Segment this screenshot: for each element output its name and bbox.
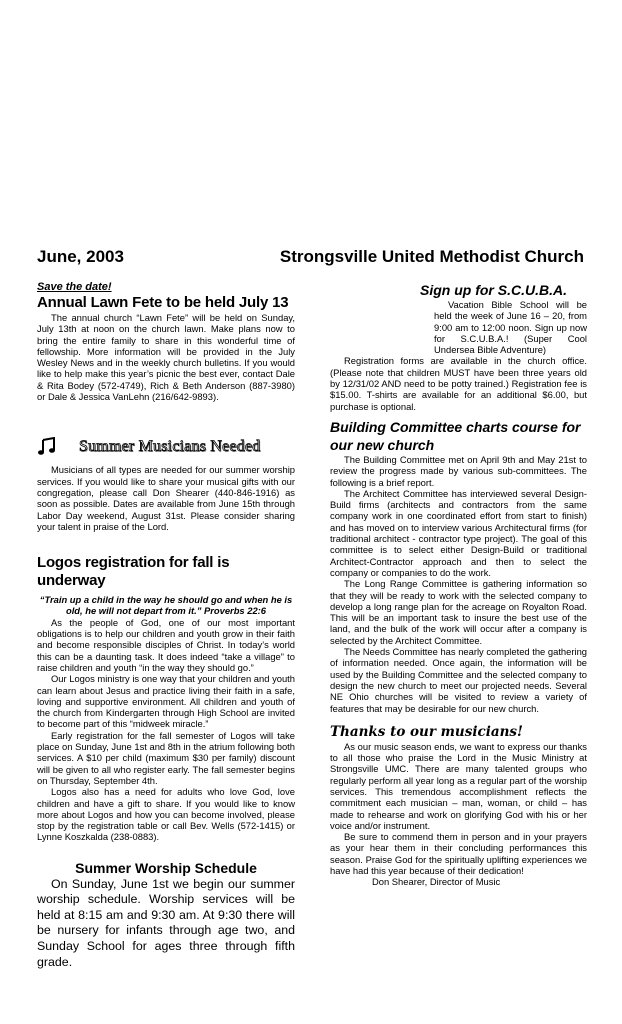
building-paragraph: The Needs Committee has nearly completed the gathering of information needed. Once again, the information will be used by the Building Committee and the selected company to design the new church to meet our projected needs. Several NE Ohio churches will be visited to review a variety of features that may be desirable for our new church. <box>330 646 587 714</box>
thanks-paragraph: As our music season ends, we want to express our thanks to all those who praise the Lord in the Music Ministry at Strongsville UMC. There are many talented groups who regularly perform all year long as a regular part of the worship services. This tremendous accomplishment reflects the commitment each musician – man, woman, or child – has made to rehearse and work on glorifying God with his or her voice and/or instrument. <box>330 740 587 831</box>
worship-title: Summer Worship Schedule <box>75 859 257 876</box>
building-title: Building Committee charts course for our new church <box>330 418 581 453</box>
building-paragraph: The Architect Committee has interviewed several Design-Build firms (architects and contractors from the same company work in one coordinated effort from start to finish) and has moved on to interview various Architectural firms (for traditional architect - contractor type project). The goal of this committee is to select either Design-Build or traditional Architect-Contractor approach and then to select the company or companies to do the work. <box>330 487 587 578</box>
thanks-title: Thanks to our musicians! <box>330 723 523 740</box>
musicians-heading <box>37 436 295 458</box>
musicians-paragraph: Musicians of all types are needed for our summer worship services. If you would like to share your musical gifts with our congregation, please call Don Shearer (440-846-1916) as soon as possible. Dates are available from June 15th through Labor Day weekend, August 31st. Please consider sharing your talent in praise of the Lord. <box>37 464 295 532</box>
logos-paragraph: As the people of God, one of our most important obligations is to help our children and youth grow in their faith and become responsible disciples of Christ. In today’s world this can be a daunting task. It does indeed “take a village” to raise children and youth “in the way they should go.” <box>37 616 295 673</box>
lawn-title: Annual Lawn Fete to be held July 13 <box>37 294 289 311</box>
musicians-title: Summer Musicians Needed <box>79 438 261 456</box>
logos-paragraph: Our Logos ministry is one way that your children and youth can learn about Jesus and practice living their faith in a safe, loving and supportive environment. All children and youth of the church from Kindergarten through High School are invited to become part of this “midweek miracle.” <box>37 673 295 730</box>
scuba-paragraph: Vacation Bible School will be held the week of June 16 – 20, from 9:00 am to 12:00 noon. Sign up now for S.C.U.B.A.! (Super Cool Undersea Bible Adventure) <box>434 299 587 356</box>
church-name: Strongsville United Methodist Church <box>279 247 584 266</box>
logos-quote: “Train up a child in the way he should go and when he is old, he will not depart from it.” Proverbs 22:6 <box>39 594 293 617</box>
thanks-signature: Don Shearer, Director of Music <box>372 876 501 888</box>
issue-date: June, 2003 <box>37 247 124 266</box>
scuba-paragraph: Registration forms are available in the church office. (Please note that children MUST have been three years old by 12/31/02 AND need to be potty trained.) Registration fee is $15.00. T-shirts are available for an additional $6.00, but purchase is optional. <box>330 355 587 412</box>
scuba-title: Sign up for S.C.U.B.A. <box>420 282 567 298</box>
thanks-paragraph: Be sure to commend them in person and in your prayers as your hear them in their concluding performances this season. Praise God for the spiritually uplifting experiences we have had this year because of their dedication! <box>330 831 587 877</box>
spacer <box>37 402 295 436</box>
logos-paragraph: Early registration for the fall semester of Logos will take place on Sunday, June 1st and 8th in the atrium following both services. A $10 per child (maximum $30 per family) discount will be given to all who register early. The fall semester begins on Thursday, September 4th. <box>37 729 295 786</box>
left-column <box>37 281 295 970</box>
logos-title: Logos registration for fall is underway <box>37 554 230 590</box>
worship-paragraph: On Sunday, June 1st we begin our summer worship schedule. Worship services will be held at 8:15 am and 9:30 am. At 9:30 there will be nursery for infants through age two, and Sunday School for ages three through fifth grade. <box>37 876 295 969</box>
logos-paragraph: Logos also has a need for adults who love God, love children and have a gift to share. If you would like to know more about Logos and how you can become involved, please stop by the registration table or call Bev. Wells (572-1415) or Lynne Koszkalda (238-0883). <box>37 786 295 843</box>
right-column <box>330 281 587 888</box>
lawn-paragraph: The annual church “Lawn Fete” will be held on Sunday, July 13th at noon on the church lawn. Make plans now to bring the entire family to share in this wonderful time of fellowship. More information will be provided in the July Wesley News and in the weekly church bulletins. If you would like to help make this year’s picnic the best ever, contact Dale & Rita Bodey (572-4749), Rich & Beth Anderson (887-3980) or Dale & Jessica VanLehn (216/642-9893). <box>37 312 295 403</box>
building-paragraph: The Long Range Committee is gathering information so that they will be ready to work with the selected company to develop a long range plan for the acreage on Royalton Road. This will be an important task to insure the best use of the land, and the bulk of the work will occur after a company is selected by the Architect Committee. <box>330 578 587 646</box>
masthead <box>37 247 584 269</box>
music-note-icon <box>37 437 57 457</box>
lawn-kicker: Save the date! <box>37 281 112 293</box>
building-paragraph: The Building Committee met on April 9th and May 21st to review the progress made by various sub-committees. The following is a brief report. <box>330 453 587 488</box>
